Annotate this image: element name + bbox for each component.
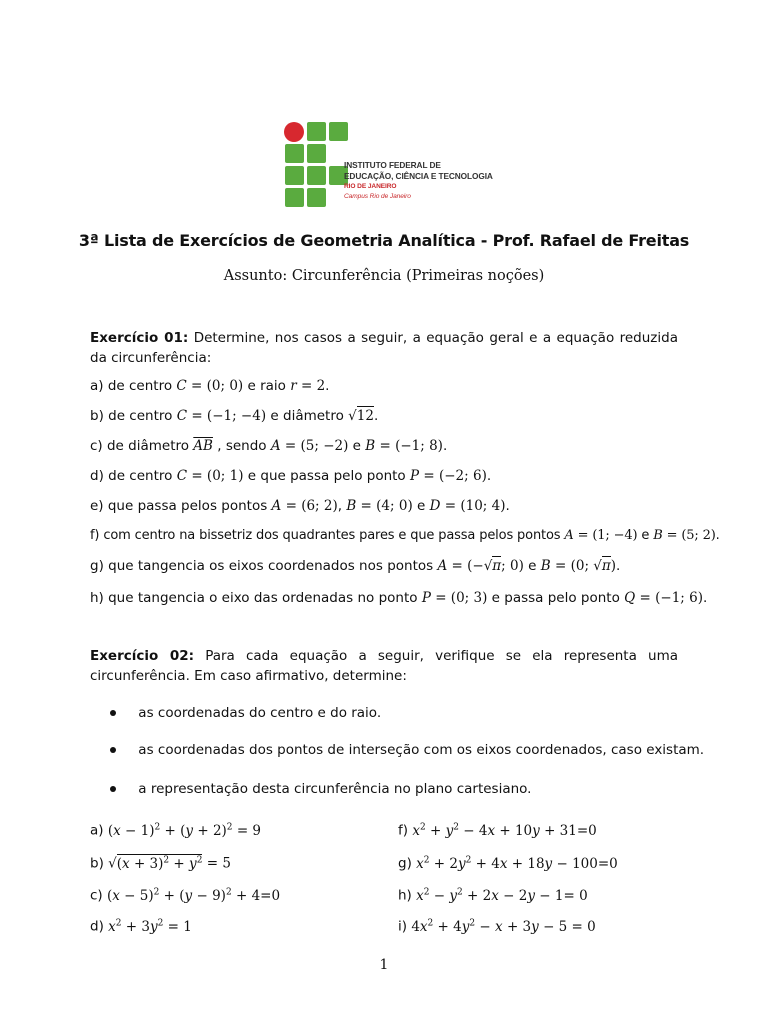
exercise-2-label: Exercício 02: (90, 648, 195, 664)
ex2-item-c: c) $(x - 5)^2 + (y - 9)^2 + 4=0$ (90, 887, 281, 904)
ex1-item-g: g) que tangencia os eixos coordenados nos pontos A = (−√π; 0) e B = (0; √π). (90, 558, 621, 574)
ex2-item-f: f) $x^2 + y^2 - 4x + 10y + 31=0$ (398, 822, 597, 839)
bullet-item: as coordenadas dos pontos de interseção com os eixos coordenados, caso existam. (110, 740, 704, 760)
logo-line-3: RIO DE JANEIRO (344, 183, 397, 190)
ex1-item-d: d) de centro C = (0; 1) e que passa pelo ponto P = (−2; 6). (90, 468, 492, 484)
ex2-item-g: g) $x^2 + 2y^2 + 4x + 18y - 100=0$ (398, 855, 618, 872)
ex1-item-c: c) de diâmetro $\overline{AB}$ , sendo A = (5; −2) e B = (−1; 8). (90, 438, 448, 454)
ex1-item-b: b) de centro C = (−1; −4) e diâmetro √12. (90, 408, 379, 424)
exercise-1-text: Determine, nos casos a seguir, a equação geral e a equação reduzida da circunferência: (90, 330, 678, 366)
bullet-icon (110, 710, 116, 716)
ex2-item-h: h) $x^2 - y^2 + 2x - 2y - 1= 0$ (398, 887, 588, 904)
logo-line-2: EDUCAÇÃO, CIÊNCIA E TECNOLOGIA (344, 171, 493, 181)
bullet-icon (110, 747, 116, 753)
institution-logo (282, 121, 502, 207)
ex2-item-b: b) $√(x + 3)^2 + y^2 = 5$ (90, 855, 231, 872)
ex1-item-a: a) de centro C = (0; 0) e raio r = 2. (90, 378, 330, 394)
logo-text (344, 160, 493, 202)
page-title: 3ª Lista de Exercícios de Geometria Analítica - Prof. Rafael de Freitas (78, 231, 690, 250)
ex1-item-f: f) com centro na bissetriz dos quadrantes pares e que passa pelos pontos A = (1; −4) e B = (5; 2). (90, 528, 720, 543)
bullet-item: as coordenadas do centro e do raio. (110, 703, 381, 723)
ex1-item-e: e) que passa pelos pontos A = (6; 2), B = (4; 0) e D = (10; 4). (90, 498, 510, 514)
ex2-item-i: i) $4x^2 + 4y^2 - x + 3y - 5 = 0$ (398, 918, 596, 935)
ex2-item-a: a) $(x - 1)^2 + (y + 2)^2 = 9$ (90, 822, 262, 839)
bullet-icon (110, 786, 116, 792)
page-number: 1 (379, 957, 389, 973)
exercise-1-label: Exercício 01: (90, 330, 189, 346)
bullet-item: a representação desta circunferência no plano cartesiano. (110, 779, 531, 799)
exercise-2-intro (90, 646, 678, 686)
logo-line-4: Campus Rio de Janeiro (344, 193, 411, 200)
exercise-1-intro (90, 328, 678, 368)
ex2-item-d: d) $x^2 + 3y^2 = 1$ (90, 918, 192, 935)
ex1-item-h: h) que tangencia o eixo das ordenadas no ponto P = (0; 3) e passa pelo ponto Q = (−1; 6). (90, 590, 708, 606)
logo-line-1: INSTITUTO FEDERAL DE (344, 160, 441, 170)
exercise-2-text: Para cada equação a seguir, verifique se ela representa uma circunferência. Em caso afirmativo, determine: (90, 648, 679, 684)
page-subtitle: Assunto: Circunferência (Primeiras noções) (223, 268, 545, 284)
